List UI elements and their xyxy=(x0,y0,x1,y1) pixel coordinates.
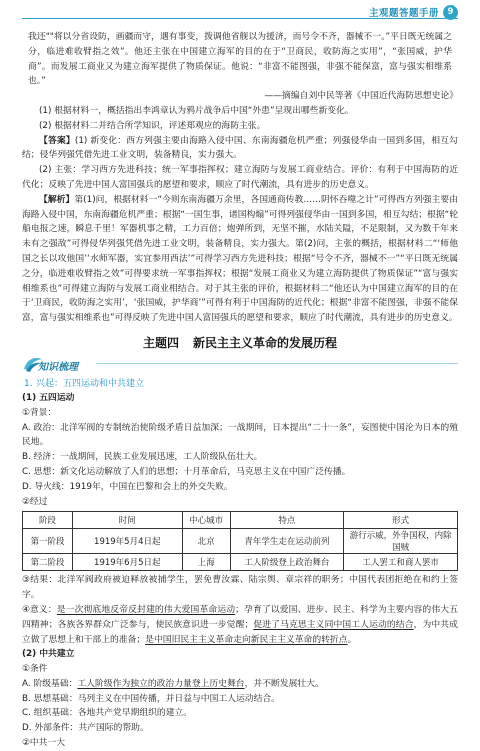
knowledge-banner-text: 知识梳理 xyxy=(38,361,78,373)
header-title: 主观题答题手册 xyxy=(368,8,439,19)
table-cell: 1919年6月5日起 xyxy=(72,554,182,571)
section-1-heading: 1. 兴起：五四运动和中共建立 xyxy=(24,378,145,389)
table-header: 时间 xyxy=(72,512,182,529)
topic-heading xyxy=(22,334,458,351)
subsection-party-founding: (2) 中共建立 xyxy=(22,649,75,660)
significance-underline-3: 是中国旧民主主义革命走向新民主主义革命的转折点 xyxy=(145,634,348,645)
table-cell: 上海 xyxy=(182,554,230,571)
significance-text: ④意义：是一次彻底地反帝反封建的伟大爱国革命运动；孕育了以爱国、进步、民主、科学为主要内容的伟大五四精神；各族各界群众广泛参与，使民族意识进一步觉醒；促进了马克思主义同中国工人运动的结合，为中共成立做了思想上和干部上的准备；是中国旧民主主义革命走向新民主主义革命的转折点。 xyxy=(22,604,458,645)
knowledge-banner xyxy=(22,355,458,373)
question-1: (1) 根据材料一，概括指出李鸿章认为鸦片战争后中国“外患”呈现出哪些新变化。 xyxy=(39,105,354,116)
answer-label: 【答案】 xyxy=(39,135,75,146)
analysis-paragraph xyxy=(22,193,458,326)
table-cell: 北京 xyxy=(182,529,230,554)
table-header: 形式 xyxy=(344,512,458,529)
question-2: (2) 根据材料二并结合所学知识，评述郑观应的海防主张。 xyxy=(39,120,266,131)
result-text: ③结果：北洋军阀政府被迫释放被捕学生，罢免曹汝霖、陆宗舆、章宗祥的职务；中国代表团拒绝在和约上签字。 xyxy=(22,575,458,601)
condition-item-a: A. 阶级基础：工人阶级作为独立的政治力量登上历史舞台，并不断发展壮大。 xyxy=(22,678,324,689)
answer-p2: (2) 主张：学习西方先进科技；统一军事指挥权；建立海防与发展工商业结合。评价：有利于中国海防的近代化；反映了先进中国人富国强兵的愿望和要求，顺应了时代潮流，具有进步的历史意义。 xyxy=(22,165,458,190)
significance-underline-1: 是一次彻底地反帝反封建的伟大爱国革命运动 xyxy=(56,604,236,615)
table-cell: 第二阶段 xyxy=(23,554,73,571)
analysis-label: 【解析】 xyxy=(39,194,75,205)
source-note: ——摘编自刘中民等著《中国近代海防思想史论》 xyxy=(264,91,458,102)
topic-number: 主题四 xyxy=(142,335,179,350)
significance-underline-2: 促进了马克思主义同中国工人运动的结合 xyxy=(253,619,414,630)
table-header: 特点 xyxy=(230,512,344,529)
header-tag xyxy=(369,4,458,20)
first-congress-label: ②中共一大 xyxy=(22,738,66,749)
process-table xyxy=(22,511,458,571)
table-header: 中心城市 xyxy=(182,512,230,529)
banner-divider xyxy=(96,363,458,364)
subsection-may-fourth: (1) 五四运动 xyxy=(22,392,75,403)
table-cell: 1919年5月4日起 xyxy=(72,529,182,554)
page-number: 9 xyxy=(443,5,458,20)
answer-text-1: (1) 新变化：西方列强主要由海路入侵中国、东南海疆危机严重；列强侵华由一国到多国，相互勾结；侵华列强凭借先进工业文明，装备精良，实力强大。 xyxy=(22,135,458,161)
conditions-label: ①条件 xyxy=(22,664,48,675)
table-cell: 青年学生走在运动前列 xyxy=(230,529,344,554)
table-cell: 工人阶级登上政治舞台 xyxy=(230,554,344,571)
background-item-d: D. 导火线：1919年，中国在巴黎和会上的外交失败。 xyxy=(22,481,233,492)
table-cell: 第一阶段 xyxy=(23,529,73,554)
page-header xyxy=(0,0,480,26)
table-header: 阶段 xyxy=(23,512,73,529)
condition-item-c: C. 组织基础：各地共产党早期组织的建立。 xyxy=(22,708,193,719)
material-paragraph: 我还""将以分省设防，画疆而守，遇有事变，拨调他省舰以为援济，而号令不齐，器械不一。”平日既无统属之分，临进难收臂指之效”。他还主张在中国建立海军的目的在于“卫商民，收防海之实用”，“张国威，护华商”。而发展工商业又为建立海军提供了物质保证。他说：“非富不能图强，非强不能保富，富与强实相维系也。” xyxy=(28,32,452,87)
answer-p1 xyxy=(22,134,458,164)
table-cell: 工人罢工和商人罢市 xyxy=(344,554,458,571)
background-label: ①背景： xyxy=(22,407,57,418)
page-content xyxy=(22,30,458,751)
process-label: ②经过 xyxy=(22,496,48,507)
condition-item-b: B. 思想基础：马列主义在中国传播，并日益与中国工人运动结合。 xyxy=(22,693,280,704)
section-1-title: 兴起：五四运动和中共建立 xyxy=(36,378,145,389)
condition-item-d: D. 外部条件：共产国际的帮助。 xyxy=(22,723,149,734)
table-row xyxy=(23,529,458,554)
table-cell: 游行示威，外争国权，内除国贼 xyxy=(344,529,458,554)
topic-title: 新民主主义革命的发展历程 xyxy=(193,335,338,350)
table-row xyxy=(23,554,458,571)
analysis-text: 第(1)问，根据材料一“今则东南海疆万余里，各国通商传教……阴怀吞噬之计”可得西方列强主要由海路入侵中国，东南海疆危机严重；根据“一国生事，诸国构煽”可得列强侵华由一国到多国，相互勾结；根据“轮船电报之速，瞬息千里！军器机事之精，工力百倍；炮弹所到，无坚不摧，水陆关隘，不足限制，又为数千年来未有之强敌”可得侵华列强凭借先进工业文明，装备精良，实力强大。第(2)问，主张的概括，根据材料二“‘师他国之长以攻他国’‘水师军器，实宜参用西法’”可得学习西方先进科技；根据“号令不齐，器械不一”“平日既无统属之分，临进难收臂指之效”可得要求统一军事指挥权；根据“发展工商业又为建立海防提供了物质保证”“富与强实相维系也”可得建立海防与发展工商业相结合。对于其主张的评价，根据材料二“他还认为中国建立海军的目的在于‘卫商民，收防海之实用’，‘张国威，护华商’”可得有利于中国海防的近代化；根据“非富不能图强，非强不能保富，富与强实相维系也”可得反映了先进中国人富国强兵的愿望和要求，顺应了时代潮流，具有进步的历史意义。 xyxy=(22,194,458,324)
table-header-row xyxy=(23,512,458,529)
background-item-b: B. 经济：一战期间，民族工业发展迅速，工人阶级队伍壮大。 xyxy=(22,452,263,463)
background-item-a: A. 政治：北洋军阀的专制统治使阶级矛盾日益加深；一战期间，日本提出“二十一条”，妄图使中国沦为日本的殖民地。 xyxy=(22,422,458,448)
knowledge-logo xyxy=(22,355,92,373)
condition-underline: 工人阶级作为独立的政治力量登上历史舞台 xyxy=(77,678,245,689)
background-item-c: C. 思想：新文化运动解放了人们的思想；十月革命后，马克思主义在中国广泛传播。 xyxy=(22,466,351,477)
